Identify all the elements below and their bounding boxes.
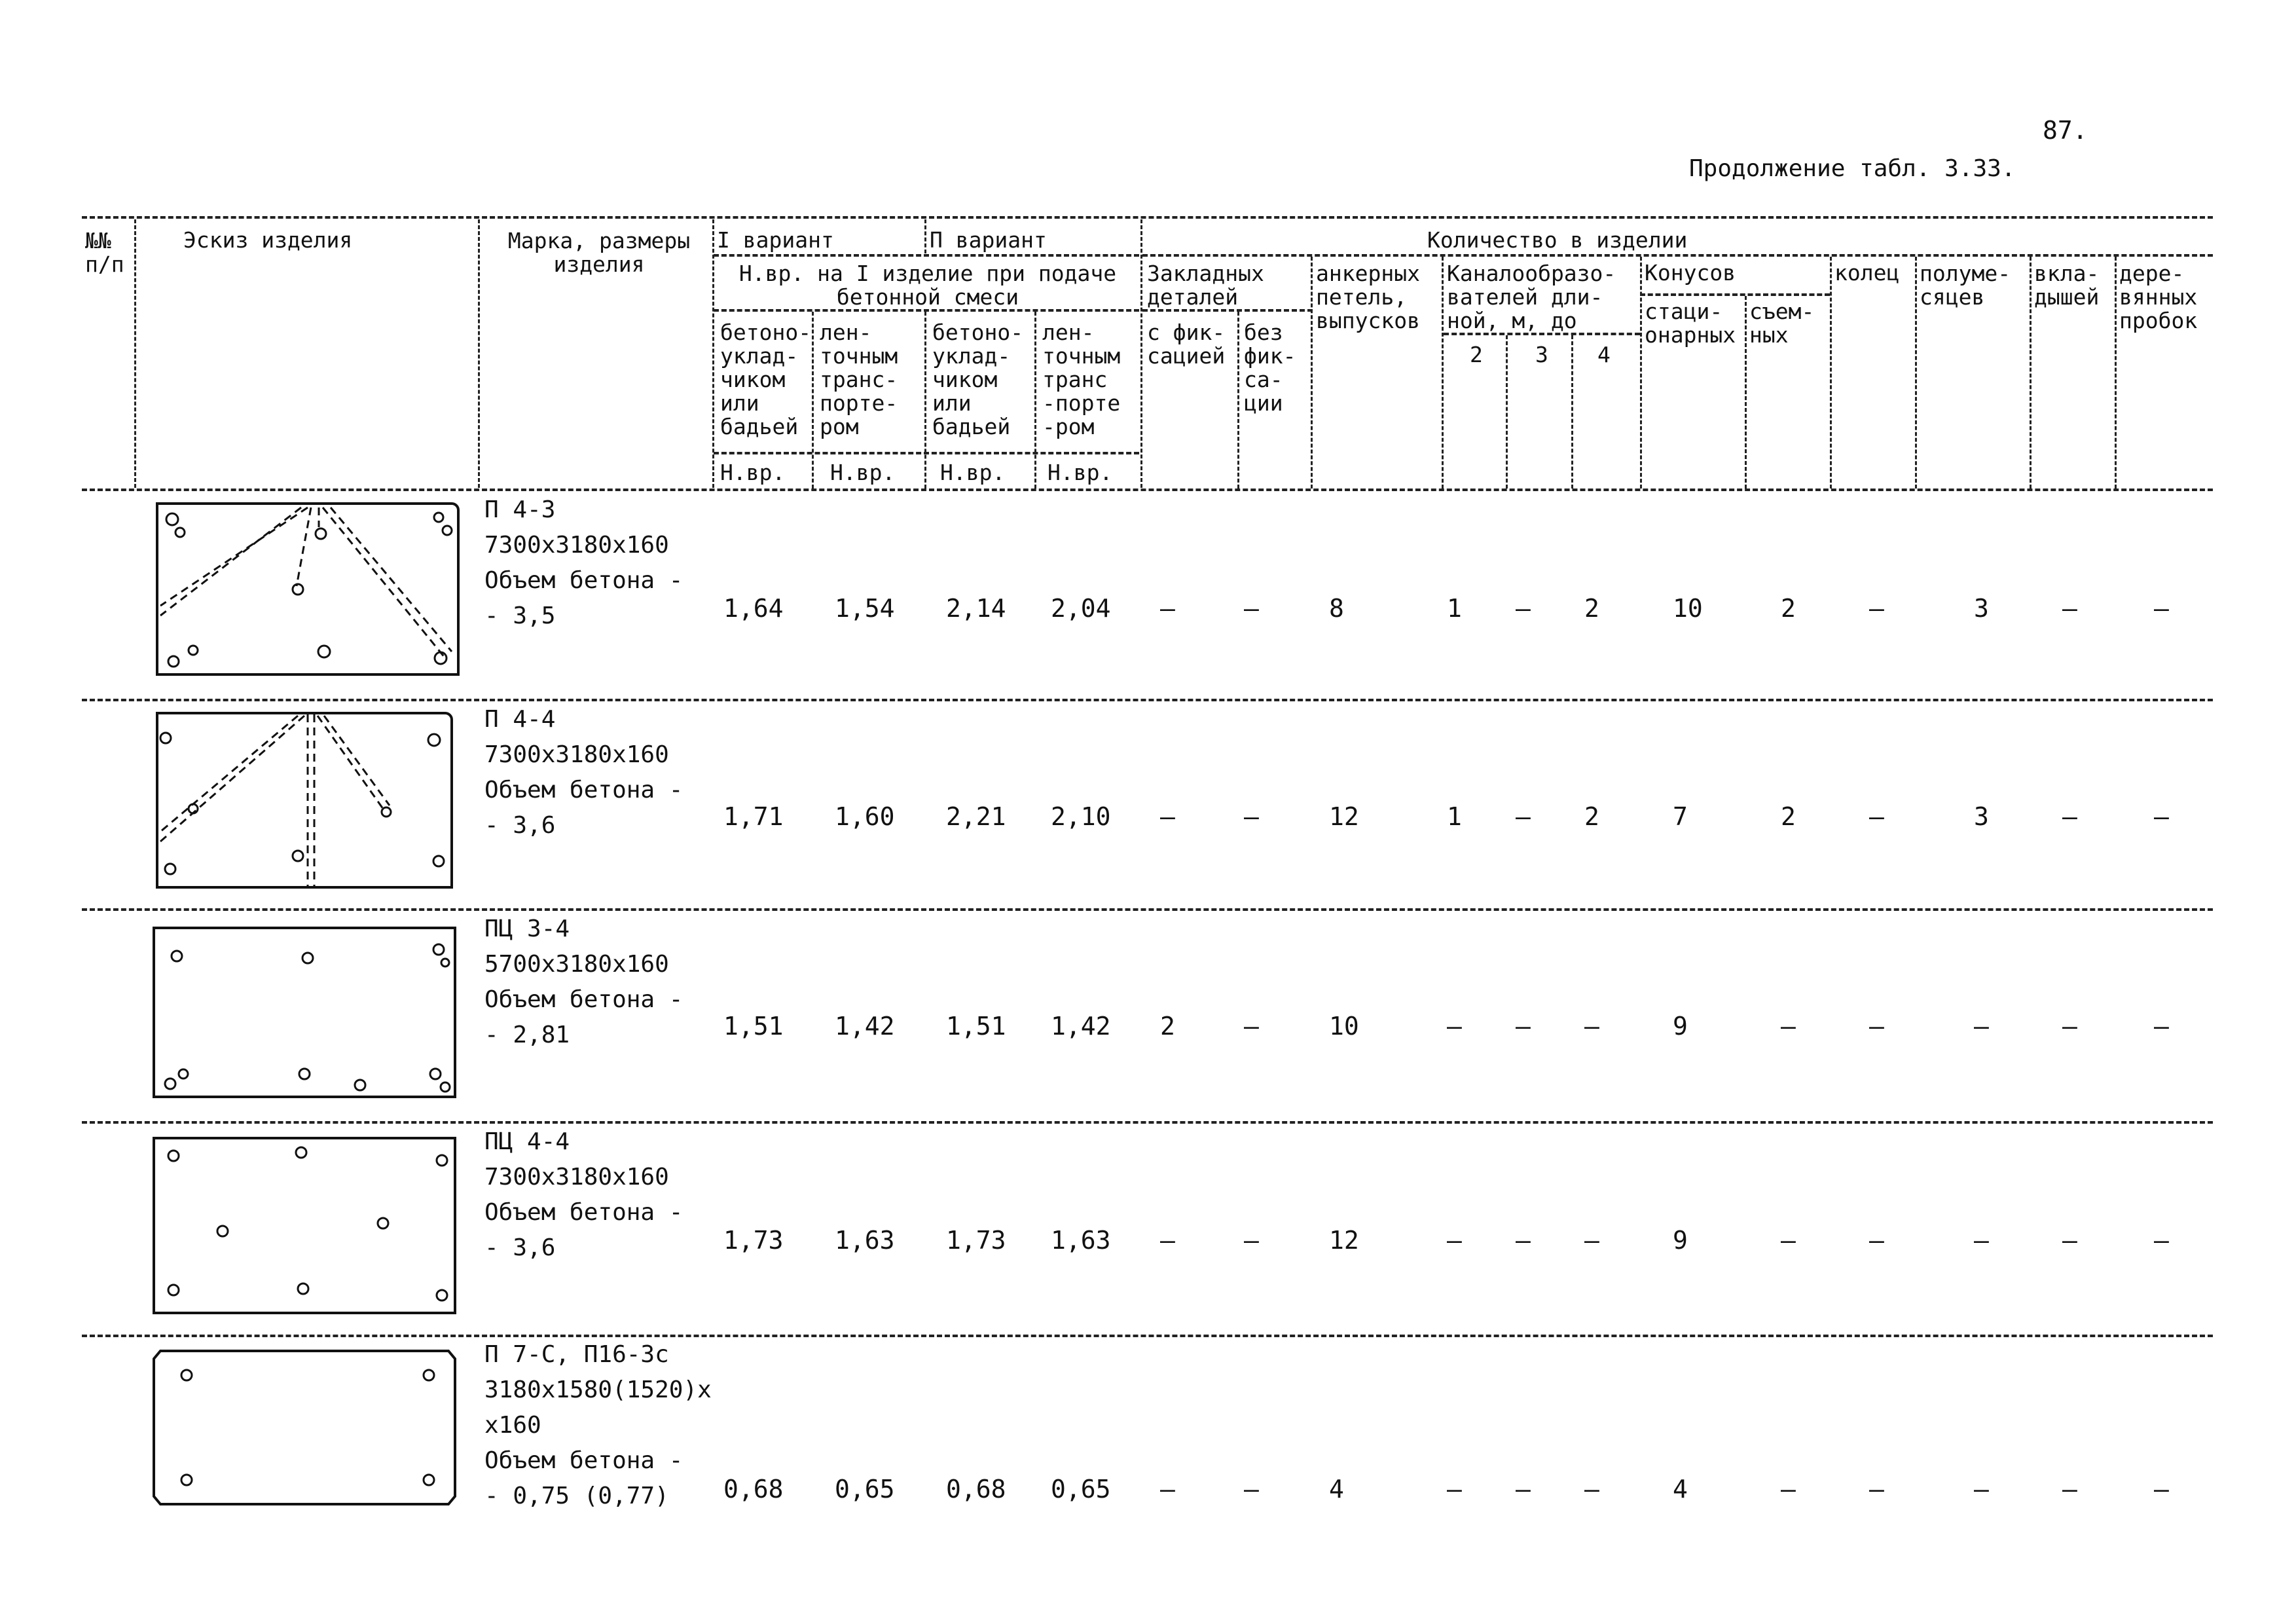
table-cell: – [1160,1475,1175,1504]
col-divider [1140,219,1142,488]
table-cell: 2 [1584,802,1599,831]
table-cell: – [1869,1012,1884,1041]
table-cell: 2 [1781,802,1796,831]
table-cell: – [1584,1475,1599,1504]
table-caption: Продолжение табл. 3.33. [1689,155,2016,182]
table-cell: 10 [1329,1012,1359,1041]
table-cell: 1,42 [835,1012,895,1041]
table-cell: 2 [1584,594,1599,623]
col-divider [1915,257,1917,489]
col-divider [924,312,926,489]
header-num: №№ п/п [85,228,124,277]
product-mark: ПЦ 4-4 7300х3180х160 Объем бетона - - 3,6 [484,1128,683,1261]
header-channel: Каналообразо- вателей дли- ной, м, до [1447,261,1616,333]
header-nvr-group: Н.вр. на I изделие при подаче бетонной смеси [738,261,1117,310]
table-cell: – [1516,1012,1531,1041]
table-cell: – [1244,594,1259,623]
table-cell: – [2062,594,2077,623]
table-cell: 0,68 [723,1475,784,1504]
table-cell: – [2154,594,2169,623]
row-separator [82,908,2213,911]
header-rings: колец [1834,260,1900,286]
table-cell: 9 [1673,1226,1688,1255]
header-unit: Н.вр. [720,460,786,485]
table-cell: – [1160,594,1175,623]
header-cones-rem: съем- ных [1749,299,1815,348]
table-cell: – [1516,594,1531,623]
header-sub-4: лен- точным транс -порте -ром [1042,320,1121,439]
col-divider [1034,312,1036,489]
table-cell: – [1584,1012,1599,1041]
table-cell: – [1160,802,1175,831]
table-cell: – [1516,802,1531,831]
col-divider [1311,257,1313,489]
header-channel-2: 2 [1470,342,1483,367]
col-divider [1640,257,1642,489]
table-cell: – [1447,1226,1462,1255]
table-cell: 1,63 [835,1226,895,1255]
header-sub-2: лен- точным транс- порте- ром [820,320,898,439]
header-rule [714,254,1139,257]
table-cell: 2 [1781,594,1796,623]
table-cell: – [1516,1475,1531,1504]
table-cell: – [1244,1012,1259,1041]
col-divider [812,312,814,489]
page-number: 87. [2043,116,2088,145]
table-cell: – [1974,1475,1989,1504]
table-cell: 1,71 [723,802,784,831]
header-sketch: Эскиз изделия [183,227,353,253]
table-cell: – [1781,1012,1796,1041]
table-cell: 1 [1447,594,1462,623]
table-top-rule [82,216,2213,219]
table-cell: 2,04 [1051,594,1111,623]
table-cell: 3 [1974,802,1989,831]
header-bottom-rule [82,489,2213,491]
row-separator [82,1335,2213,1337]
product-sketch [147,913,468,1110]
table-cell: – [1160,1226,1175,1255]
col-divider [1571,335,1573,489]
table-cell: – [1447,1012,1462,1041]
table-cell: 1,51 [723,1012,784,1041]
header-rule [1142,254,2213,257]
header-unit: Н.вр. [940,460,1006,485]
product-sketch [147,704,468,897]
table-cell: 2,21 [946,802,1006,831]
table-cell: 1,73 [946,1226,1006,1255]
col-divider [1237,312,1239,489]
table-cell: – [1869,802,1884,831]
table-cell: 12 [1329,1226,1359,1255]
table-cell: – [1447,1475,1462,1504]
table-cell: – [2154,1226,2169,1255]
table-cell: 0,65 [1051,1475,1111,1504]
table-cell: – [2062,802,2077,831]
table-cell: – [1869,594,1884,623]
table-cell: 1,73 [723,1226,784,1255]
header-mark: Марка, размеры изделия [507,228,691,277]
header-cones: Конусов [1645,260,1736,286]
header-inserts: вкла- дышей [2034,261,2100,310]
header-channel-3: 3 [1535,342,1548,367]
table-cell: – [1869,1226,1884,1255]
table-cell: – [1781,1226,1796,1255]
col-divider [924,219,926,253]
table-cell: 1,63 [1051,1226,1111,1255]
col-divider [1442,257,1444,489]
table-cell: 2,14 [946,594,1006,623]
table-cell: 1,64 [723,594,784,623]
col-divider [1506,335,1508,489]
table-cell: – [2062,1012,2077,1041]
table-cell: 12 [1329,802,1359,831]
col-divider [2030,257,2032,489]
header-sub-3: бетоно- уклад- чиком или бадьей [932,320,1024,439]
table-cell: 1 [1447,802,1462,831]
product-mark: П 7-С, П16-3с 3180х1580(1520)х х160 Объем бетона - - 0,75 (0,77) [484,1341,712,1509]
product-sketch [147,1339,468,1516]
table-cell: 7 [1673,802,1688,831]
header-unit: Н.вр. [830,460,896,485]
table-cell: 2 [1160,1012,1175,1041]
header-rule [714,452,1139,454]
header-cones-stat: стаци- онарных [1645,299,1736,348]
table-cell: – [1781,1475,1796,1504]
table-cell: – [1244,1475,1259,1504]
table-cell: – [1869,1475,1884,1504]
header-variant-1: I вариант [717,227,834,253]
product-sketch [147,494,468,684]
col-divider [134,219,136,488]
header-rule [1640,293,1830,296]
table-cell: 4 [1329,1475,1344,1504]
table-cell: 8 [1329,594,1344,623]
header-emb-nofix: без фик- са- ции [1244,320,1296,416]
table-cell: 0,68 [946,1475,1006,1504]
product-mark: П 4-3 7300х3180х160 Объем бетона - - 3,5 [484,496,683,629]
product-sketch [147,1126,468,1323]
table-cell: – [1584,1226,1599,1255]
row-separator [82,1121,2213,1124]
header-plugs: дере- вянных пробок [2119,261,2198,333]
table-cell: – [1974,1226,1989,1255]
product-mark: П 4-4 7300х3180х160 Объем бетона - - 3,6 [484,706,683,839]
table-cell: 9 [1673,1012,1688,1041]
col-divider [1830,257,1832,489]
table-cell: – [1974,1012,1989,1041]
table-cell: – [2062,1475,2077,1504]
table-cell: – [2154,1012,2169,1041]
table-cell: 1,42 [1051,1012,1111,1041]
table-cell: 1,54 [835,594,895,623]
col-divider [712,219,714,488]
product-mark: ПЦ 3-4 5700х3180х160 Объем бетона - - 2,81 [484,915,683,1048]
table-cell: – [2154,1475,2169,1504]
table-cell: – [1244,1226,1259,1255]
header-variant-2: П вариант [930,227,1047,253]
row-separator [82,699,2213,701]
header-anchor: анкерных петель, выпусков [1316,261,1420,333]
table-cell: 4 [1673,1475,1688,1504]
header-halfmoons: полуме- сяцев [1920,261,2011,310]
table-cell: 1,51 [946,1012,1006,1041]
header-quantity: Количество в изделии [1427,227,1688,253]
table-cell: – [2062,1226,2077,1255]
header-sub-1: бетоно- уклад- чиком или бадьей [720,320,812,439]
table-cell: – [2154,802,2169,831]
col-divider [2115,257,2117,489]
table-cell: 3 [1974,594,1989,623]
table-cell: 2,10 [1051,802,1111,831]
col-divider [1745,296,1747,489]
header-channel-4: 4 [1597,342,1611,367]
table-cell: 1,60 [835,802,895,831]
header-emb-fixed: с фик- сацией [1147,320,1226,369]
table-cell: 0,65 [835,1475,895,1504]
table-cell: – [1244,802,1259,831]
header-embedded: Закладных деталей [1147,261,1264,310]
table-cell: – [1516,1226,1531,1255]
col-divider [478,219,480,488]
header-unit: Н.вр. [1048,460,1113,485]
table-cell: 10 [1673,594,1703,623]
